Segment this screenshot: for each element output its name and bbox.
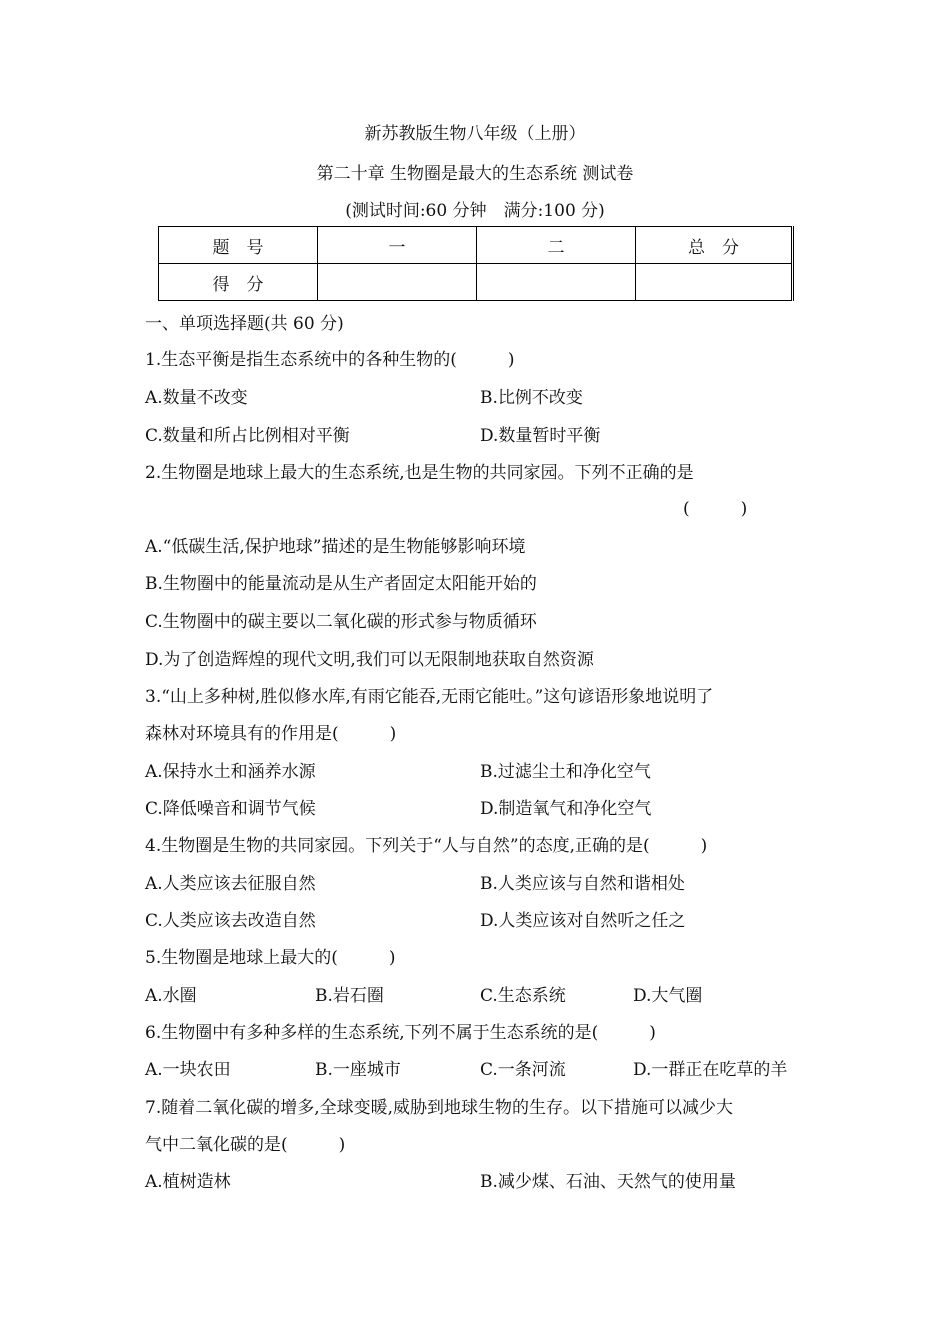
answer-blank: ( ): [683, 499, 748, 519]
option-d: D.为了创造辉煌的现代文明,我们可以无限制地获取自然资源: [145, 650, 594, 670]
score-table: [158, 226, 794, 301]
option-b: B.人类应该与自然和谐相处: [480, 874, 685, 894]
question-stem-continued: 气中二氧化碳的是( ): [145, 1135, 346, 1155]
option-a: A.“低碳生活,保护地球”描述的是生物能够影响环境: [145, 537, 526, 557]
exam-chapter-title: 第二十章 生物圈是最大的生态系统 测试卷: [316, 164, 634, 184]
question-stem: 2.生物圈是地球上最大的生态系统,也是生物的共同家园。下列不正确的是: [145, 463, 694, 483]
option-c: C.降低噪音和调节气候: [145, 799, 316, 819]
score-input-cell[interactable]: [477, 264, 636, 301]
option-a: A.水圈: [145, 986, 197, 1006]
section-heading: 一、单项选择题(共 60 分): [145, 314, 344, 334]
option-a: A.植树造林: [145, 1172, 231, 1192]
score-table-cell: 总 分: [636, 227, 793, 264]
question-stem: 3.“山上多种树,胜似修水库,有雨它能吞,无雨它能吐。”这句谚语形象地说明了: [145, 687, 714, 707]
option-c: C.数量和所占比例相对平衡: [145, 426, 350, 446]
question-stem: 6.生物圈中有多种多样的生态系统,下列不属于生态系统的是( ): [145, 1023, 656, 1043]
option-b: B.减少煤、石油、天然气的使用量: [480, 1172, 736, 1192]
option-a: A.一块农田: [145, 1060, 231, 1080]
question-stem: 4.生物圈是生物的共同家园。下列关于“人与自然”的态度,正确的是( ): [145, 836, 708, 856]
score-input-cell[interactable]: [318, 264, 477, 301]
option-c: C.一条河流: [480, 1060, 566, 1080]
option-b: B.一座城市: [315, 1060, 401, 1080]
option-c: C.人类应该去改造自然: [145, 911, 316, 931]
option-d: D.人类应该对自然听之任之: [480, 911, 686, 931]
option-a: A.保持水土和涵养水源: [145, 762, 316, 782]
option-b: B.生物圈中的能量流动是从生产者固定太阳能开始的: [145, 574, 537, 594]
score-input-cell[interactable]: [636, 264, 793, 301]
score-table-cell: 题 号: [159, 227, 318, 264]
option-d: D.一群正在吃草的羊: [633, 1060, 788, 1080]
option-a: A.数量不改变: [145, 388, 248, 408]
question-stem: 7.随着二氧化碳的增多,全球变暖,威胁到地球生物的生存。以下措施可以减少大: [145, 1098, 734, 1118]
score-table-score-row: [159, 264, 793, 301]
option-a: A.人类应该去征服自然: [145, 874, 316, 894]
option-c: C.生态系统: [480, 986, 566, 1006]
option-d: D.大气圈: [633, 986, 703, 1006]
exam-series-title: 新苏教版生物八年级（上册）: [364, 124, 586, 144]
score-table-cell: 得 分: [159, 264, 318, 301]
option-d: D.数量暂时平衡: [480, 426, 601, 446]
question-stem: 5.生物圈是地球上最大的( ): [145, 948, 396, 968]
option-c: C.生物圈中的碳主要以二氧化碳的形式参与物质循环: [145, 612, 537, 632]
option-d: D.制造氧气和净化空气: [480, 799, 652, 819]
option-b: B.比例不改变: [480, 388, 583, 408]
score-table-cell: 二: [477, 227, 636, 264]
score-table-header-row: [159, 227, 793, 264]
exam-time-score-info: (测试时间:60 分钟 满分:100 分): [345, 201, 605, 221]
question-stem-continued: 森林对环境具有的作用是( ): [145, 724, 397, 744]
option-b: B.过滤尘土和净化空气: [480, 762, 651, 782]
question-stem: 1.生态平衡是指生态系统中的各种生物的( ): [145, 350, 515, 370]
score-table-cell: 一: [318, 227, 477, 264]
option-b: B.岩石圈: [315, 986, 384, 1006]
